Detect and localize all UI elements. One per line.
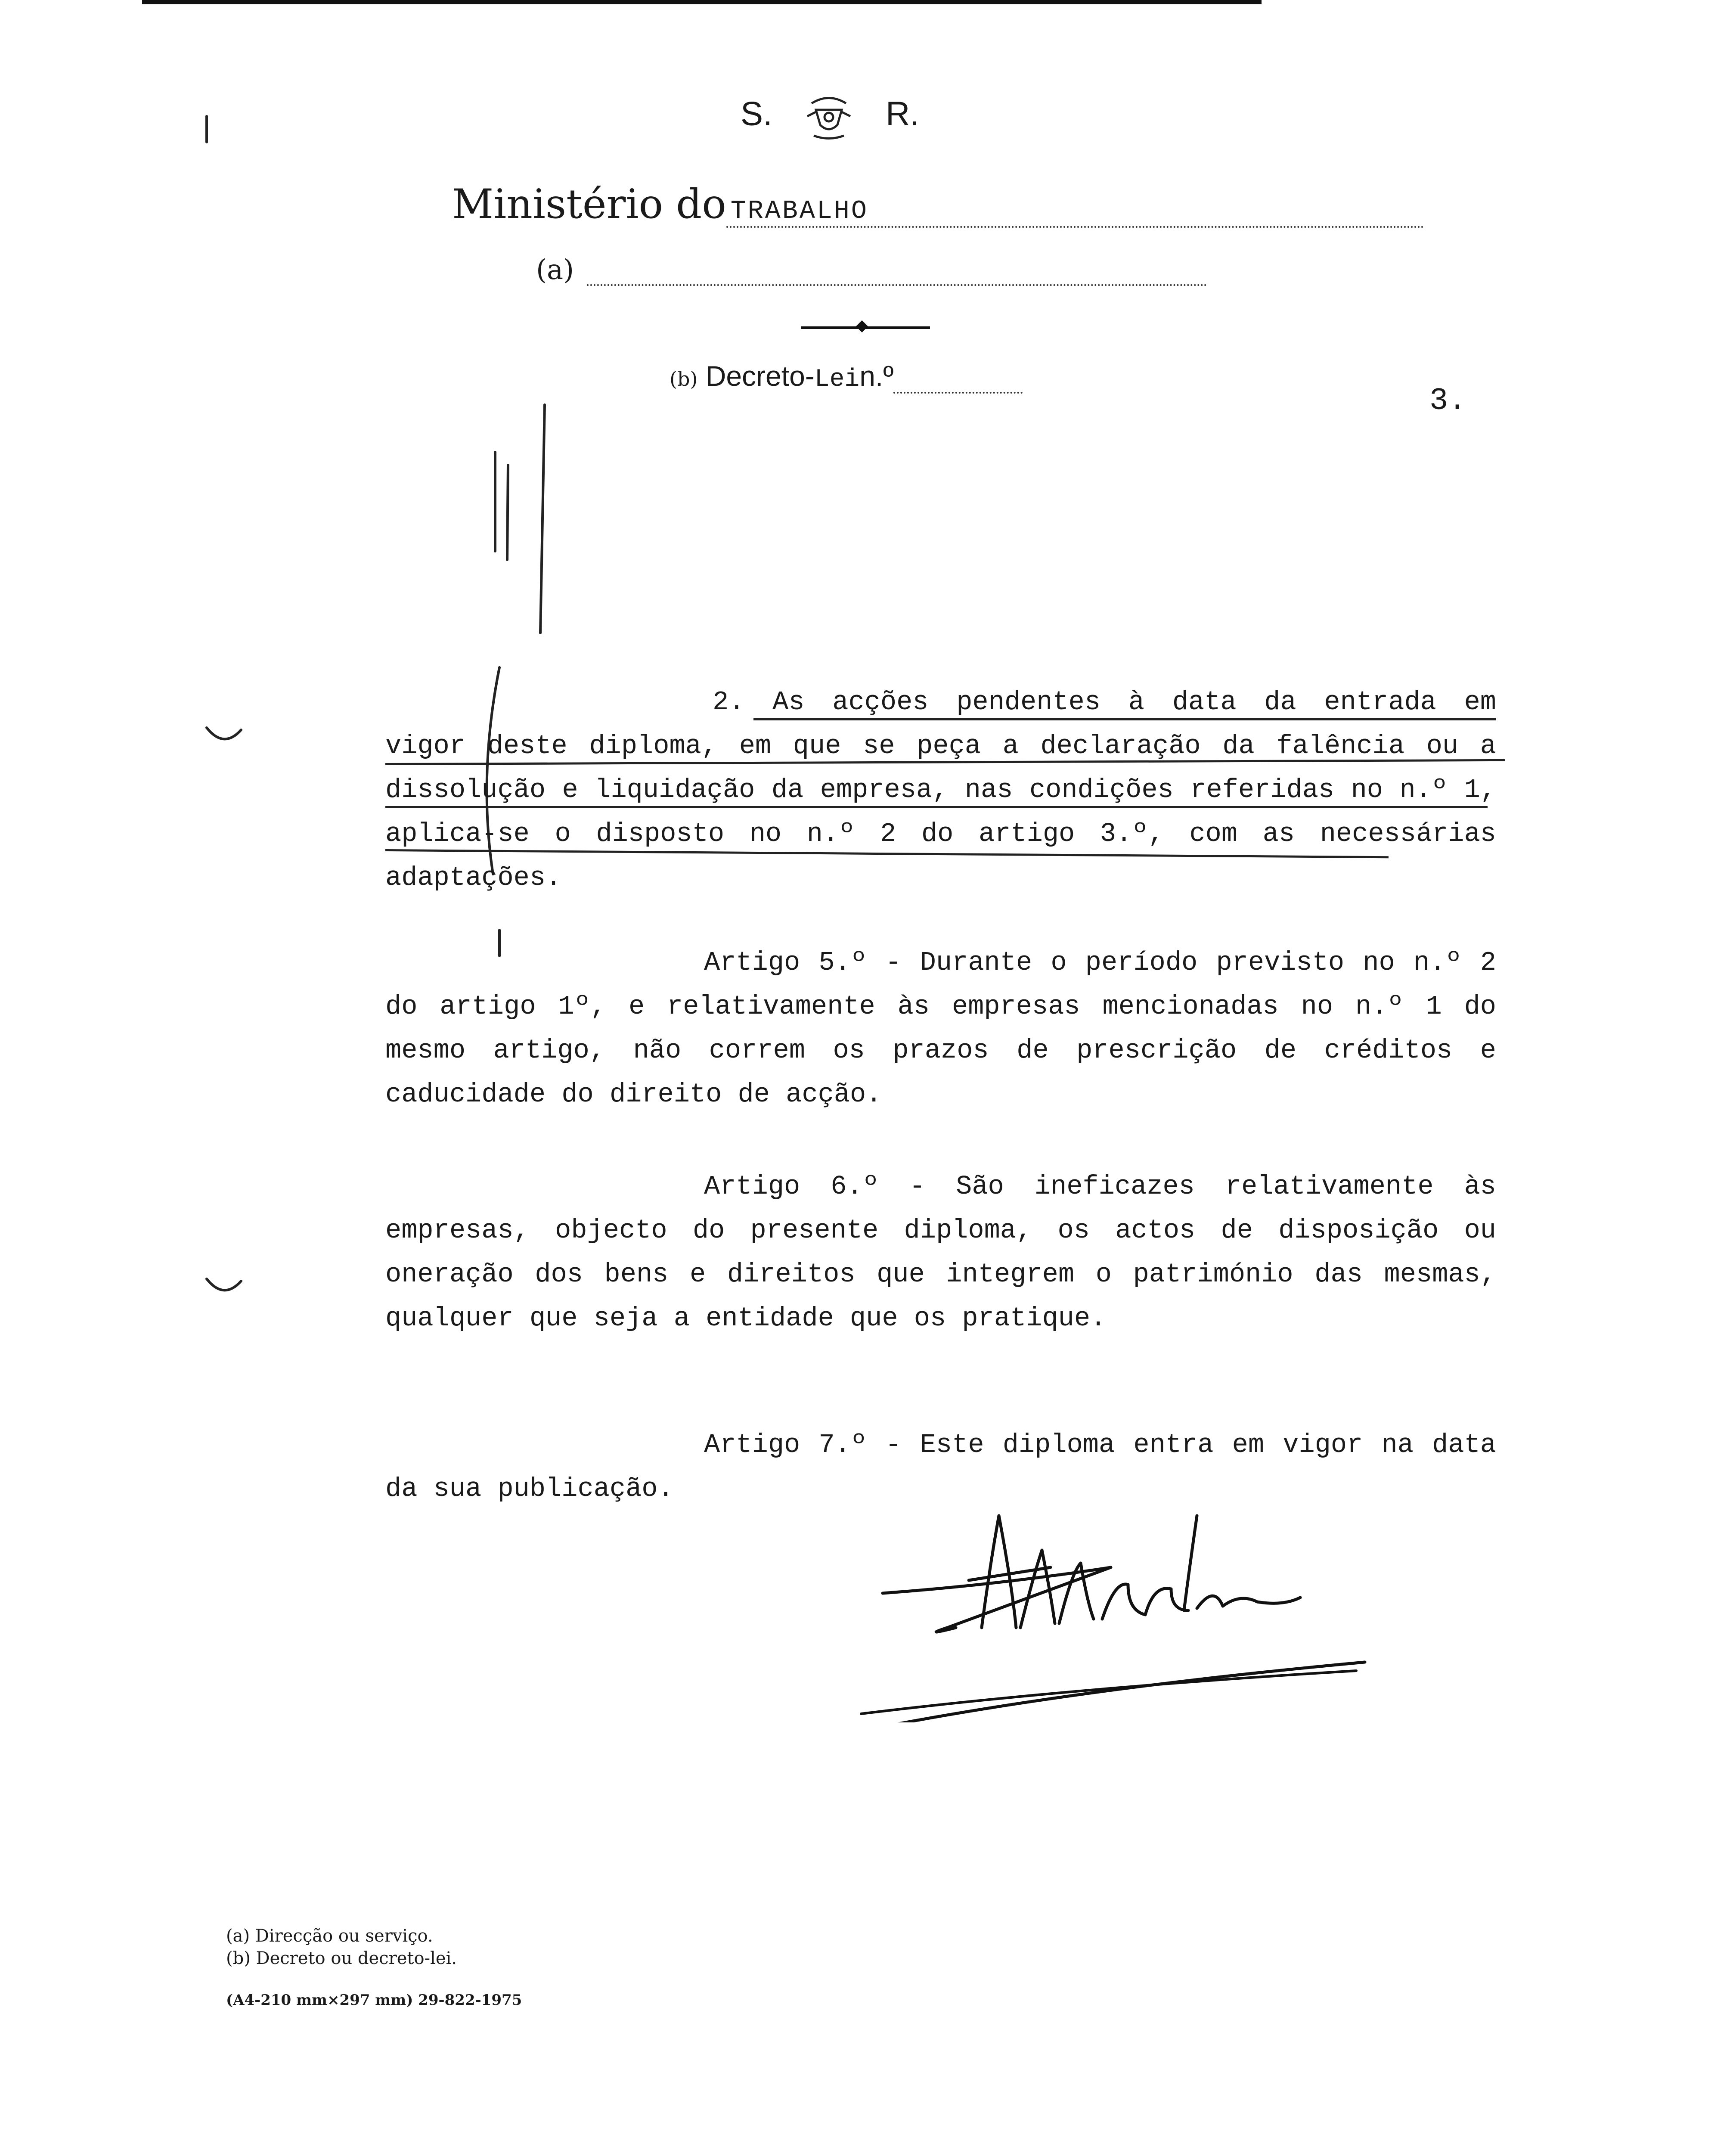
letterhead-right: R. bbox=[886, 94, 920, 133]
paragraph-2 bbox=[385, 680, 1496, 900]
decree-marker: (b) bbox=[670, 367, 698, 391]
paragraph-2-underline-1 bbox=[753, 718, 1496, 720]
article-6 bbox=[385, 1165, 1496, 1340]
letterhead-left: S. bbox=[741, 94, 772, 133]
article-6-text: Artigo 6.º - São ineficazes relativamente às empresas, objecto do presente diploma, os actos de disposição ou oneração dos bens e direitos que integrem o património das mesmas, qualquer que seja a entidade que os pratique. bbox=[385, 1171, 1496, 1334]
footnote-b: (b) Decreto ou decreto-lei. bbox=[226, 1948, 457, 1968]
page-number: 3. bbox=[1429, 383, 1467, 419]
paragraph-2-underline-3 bbox=[385, 806, 1488, 808]
signature-underline bbox=[857, 1662, 1373, 1722]
footnote-a: (a) Direcção ou serviço. bbox=[226, 1926, 433, 1946]
service-marker: (a) bbox=[536, 254, 574, 286]
decree-suffix: n.º bbox=[859, 360, 894, 392]
decree-value: Lei bbox=[814, 366, 860, 394]
article-5 bbox=[385, 941, 1496, 1117]
ministry-label: Ministério do bbox=[452, 181, 726, 228]
article-7 bbox=[385, 1423, 1496, 1511]
footnotes bbox=[226, 1925, 457, 1970]
article-7-text: Artigo 7.º - Este diploma entra em vigor na data da sua publicação. bbox=[385, 1430, 1496, 1504]
article-5-text: Artigo 5.º - Durante o período previsto no n.º 2 do artigo 1º, e relativamente às empresas mencionadas no n.º 1 do mesmo artigo, não correm os prazos de prescrição de créditos e caducidade do direito de acção. bbox=[385, 947, 1496, 1110]
decree-label: Decreto- bbox=[705, 360, 815, 392]
paragraph-2-text: 2. As acções pendentes à data da entrada em vigor deste diploma, em que se peça a declaração da falência ou a dissolução e liquidação da empresa, nas condições referidas no n.º 1, aplica-se o disposto no n.º 2 do artigo 3.º, com as necessárias adaptações. bbox=[385, 687, 1496, 893]
ministry-value: TRABALHO bbox=[726, 197, 1424, 228]
form-code: (A4-210 mm×297 mm) 29-822-1975 bbox=[226, 1992, 522, 2009]
